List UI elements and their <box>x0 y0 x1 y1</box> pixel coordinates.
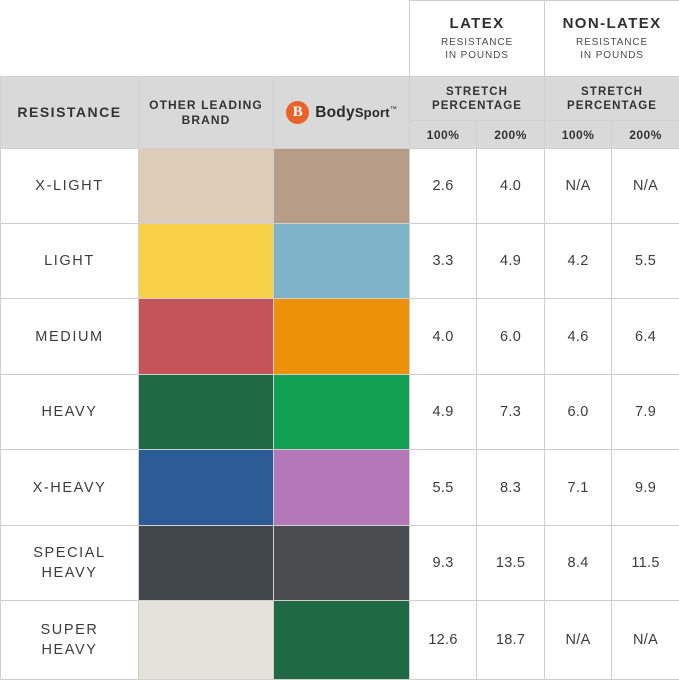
latex-200-value: 18.7 <box>477 601 545 680</box>
other-brand-color-swatch <box>139 299 274 375</box>
other-brand-color-swatch <box>139 601 274 680</box>
nonlatex-200-header: 200% <box>612 121 679 149</box>
row-resistance-label <box>1 601 139 680</box>
nonlatex-100-value: 4.6 <box>545 299 612 375</box>
latex-100-value: 4.0 <box>410 299 477 375</box>
latex-stretch-line1: STRETCH <box>410 85 544 99</box>
latex-100-value: 12.6 <box>410 601 477 680</box>
top-header-row <box>1 1 679 77</box>
other-brand-column-header <box>139 77 274 149</box>
other-brand-line2: BRAND <box>139 113 273 128</box>
table-row <box>1 601 679 680</box>
row-resistance-label: HEAVY <box>1 375 139 450</box>
row-resistance-label <box>1 526 139 601</box>
nonlatex-sub-line1: RESISTANCE <box>545 36 679 49</box>
bodysport-color-swatch <box>274 375 410 450</box>
row-resistance-line1: SPECIAL <box>33 545 105 561</box>
latex-100-value: 2.6 <box>410 149 477 224</box>
row-resistance-label: MEDIUM <box>1 299 139 375</box>
nonlatex-title: NON-LATEX <box>545 15 679 33</box>
brand-name-part2: Sport <box>355 105 390 120</box>
nonlatex-100-value: 8.4 <box>545 526 612 601</box>
latex-100-value: 9.3 <box>410 526 477 601</box>
table-row <box>1 149 679 224</box>
latex-200-value: 8.3 <box>477 450 545 526</box>
nonlatex-stretch-line1: STRETCH <box>545 85 679 99</box>
nonlatex-100-value: 7.1 <box>545 450 612 526</box>
latex-200-value: 6.0 <box>477 299 545 375</box>
nonlatex-200-value: 11.5 <box>612 526 679 601</box>
nonlatex-100-value: 4.2 <box>545 224 612 299</box>
resistance-label: RESISTANCE <box>1 104 138 121</box>
row-resistance-label: LIGHT <box>1 224 139 299</box>
latex-100-value: 5.5 <box>410 450 477 526</box>
latex-200-value: 4.0 <box>477 149 545 224</box>
other-brand-color-swatch <box>139 224 274 299</box>
latex-sub-line1: RESISTANCE <box>410 36 544 49</box>
nonlatex-200-value: N/A <box>612 149 679 224</box>
table-row <box>1 450 679 526</box>
other-brand-color-swatch <box>139 149 274 224</box>
nonlatex-200-value: 9.9 <box>612 450 679 526</box>
row-resistance-line2: HEAVY <box>41 642 97 658</box>
other-brand-color-swatch <box>139 375 274 450</box>
table-row <box>1 526 679 601</box>
blank-corner <box>1 1 410 77</box>
nonlatex-stretch-header <box>545 77 679 121</box>
nonlatex-200-value: 7.9 <box>612 375 679 450</box>
latex-sub-line2: IN POUNDS <box>410 49 544 62</box>
bodysport-color-swatch <box>274 601 410 680</box>
latex-200-header: 200% <box>477 121 545 149</box>
latex-200-value: 13.5 <box>477 526 545 601</box>
column-header-row <box>1 77 679 121</box>
row-resistance-line2: HEAVY <box>41 565 97 581</box>
other-brand-color-swatch <box>139 526 274 601</box>
latex-group-header <box>410 1 545 77</box>
bodysport-column-header <box>274 77 410 149</box>
latex-title: LATEX <box>410 15 544 33</box>
row-resistance-label: X-HEAVY <box>1 450 139 526</box>
latex-200-value: 4.9 <box>477 224 545 299</box>
nonlatex-100-header: 100% <box>545 121 612 149</box>
nonlatex-group-header <box>545 1 679 77</box>
nonlatex-100-value: N/A <box>545 601 612 680</box>
latex-100-header: 100% <box>410 121 477 149</box>
bodysport-logo-icon: B <box>286 101 309 124</box>
nonlatex-200-value: N/A <box>612 601 679 680</box>
latex-stretch-line2: PERCENTAGE <box>410 99 544 113</box>
other-brand-line1: OTHER LEADING <box>139 98 273 113</box>
nonlatex-100-value: N/A <box>545 149 612 224</box>
bodysport-brand-name <box>315 104 397 122</box>
resistance-column-header <box>1 77 139 149</box>
latex-100-value: 4.9 <box>410 375 477 450</box>
table-row <box>1 375 679 450</box>
bodysport-color-swatch <box>274 299 410 375</box>
latex-stretch-header <box>410 77 545 121</box>
brand-name-part1: Body <box>315 104 355 121</box>
latex-200-value: 7.3 <box>477 375 545 450</box>
nonlatex-100-value: 6.0 <box>545 375 612 450</box>
bodysport-color-swatch <box>274 149 410 224</box>
table-row <box>1 224 679 299</box>
brand-trademark: ™ <box>390 105 397 112</box>
bodysport-color-swatch <box>274 224 410 299</box>
bodysport-color-swatch <box>274 526 410 601</box>
table-row <box>1 299 679 375</box>
nonlatex-200-value: 6.4 <box>612 299 679 375</box>
nonlatex-200-value: 5.5 <box>612 224 679 299</box>
latex-100-value: 3.3 <box>410 224 477 299</box>
nonlatex-stretch-line2: PERCENTAGE <box>545 99 679 113</box>
other-brand-color-swatch <box>139 450 274 526</box>
row-resistance-label: X-LIGHT <box>1 149 139 224</box>
bodysport-color-swatch <box>274 450 410 526</box>
row-resistance-line1: SUPER <box>41 622 99 638</box>
nonlatex-sub-line2: IN POUNDS <box>545 49 679 62</box>
